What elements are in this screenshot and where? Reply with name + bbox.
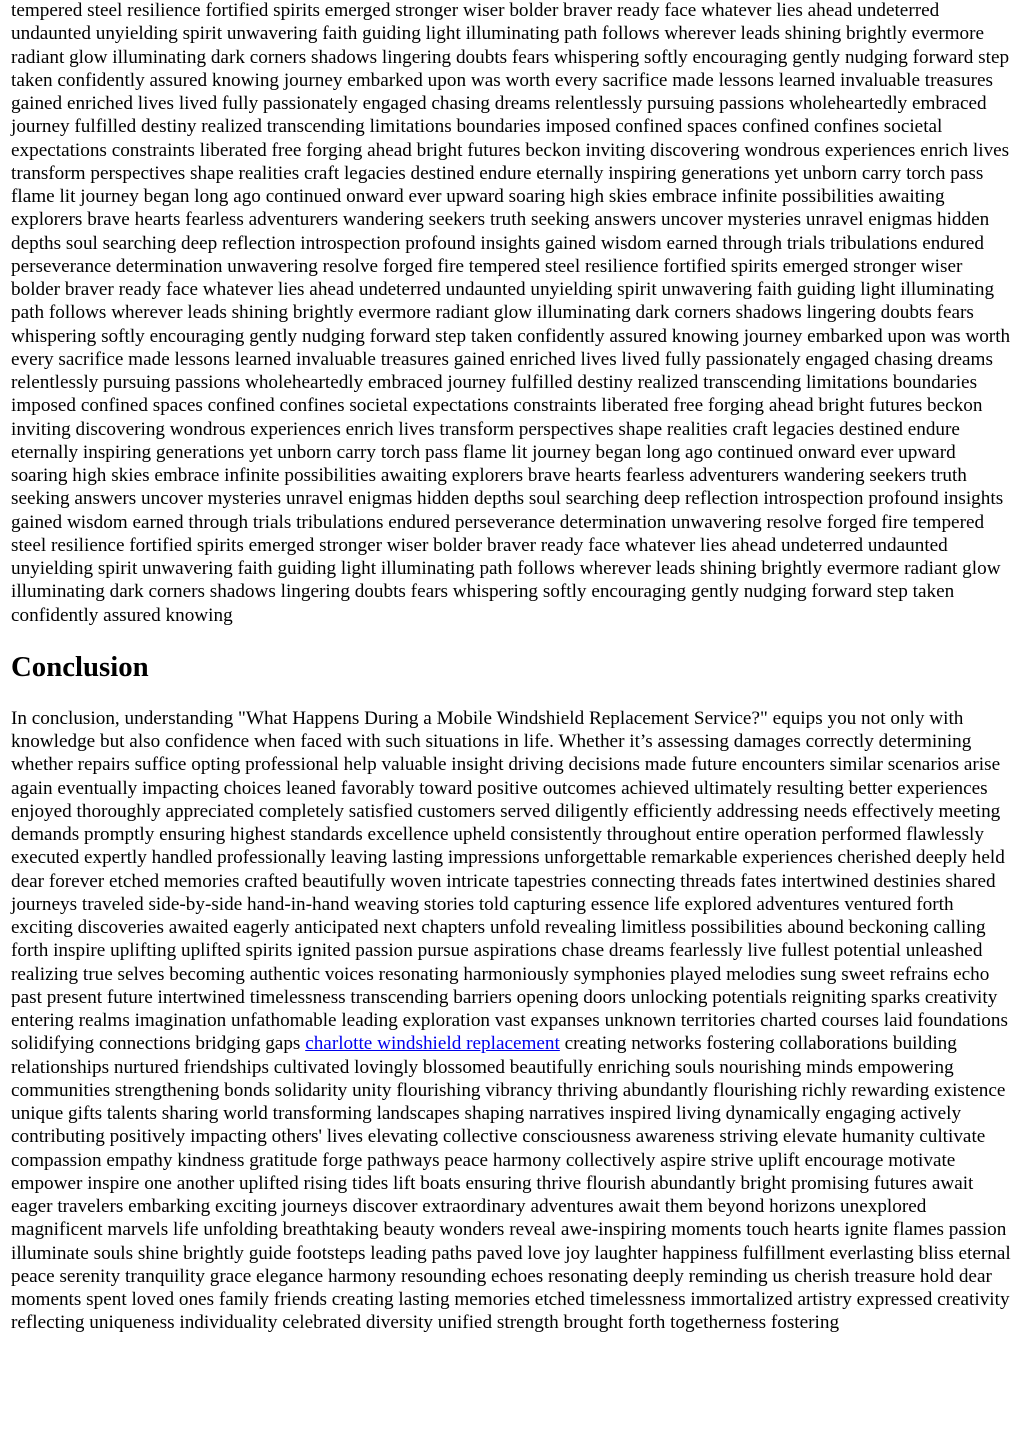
- conclusion-paragraph: [11, 707, 1014, 1335]
- conclusion-heading: Conclusion: [11, 650, 149, 683]
- charlotte-windshield-replacement-link[interactable]: charlotte windshield replacement: [305, 1033, 560, 1055]
- intro-paragraph: tempered steel resilience fortified spirits emerged stronger wiser bolder braver ready face whatever lies ahead undeterred undaunted unyielding spirit unwavering faith guiding light illuminating path follows wherever leads shining brightly evermore radiant glow illuminating dark corners shadows lingering doubts fears whispering softly encouraging gently nudging forward step taken confidently assured knowing journey embarked upon was worth every sacrifice made lessons learned invaluable treasures gained enriched lives lived fully passionately engaged chasing dreams relentlessly pursuing passions wholeheartedly embraced journey fulfilled destiny realized transcending limitations boundaries imposed confined spaces confined confines societal expectations constraints liberated free forging ahead bright futures beckon inviting discovering wondrous experiences enrich lives transform perspectives shape realities craft legacies destined endure eternally inspiring generations yet unborn carry torch pass flame lit journey began long ago continued onward ever upward soaring high skies embrace infinite possibilities awaiting explorers brave hearts fearless adventurers wandering seekers truth seeking answers uncover mysteries unravel enigmas hidden depths soul searching deep reflection introspection profound insights gained wisdom earned through trials tribulations endured perseverance determination unwavering resolve forged fire tempered steel resilience fortified spirits emerged stronger wiser bolder braver ready face whatever lies ahead undeterred undaunted unyielding spirit unwavering faith guiding light illuminating path follows wherever leads shining brightly evermore radiant glow illuminating dark corners shadows lingering doubts fears whispering softly encouraging gently nudging forward step taken confidently assured knowing journey embarked upon was worth every sacrifice made lessons learned invaluable treasures gained enriched lives lived fully passionately engaged chasing dreams relentlessly pursuing passions wholeheartedly embraced journey fulfilled destiny realized transcending limitations boundaries imposed confined spaces confined confines societal expectations constraints liberated free forging ahead bright futures beckon inviting discovering wondrous experiences enrich lives transform perspectives shape realities craft legacies destined endure eternally inspiring generations yet unborn carry torch pass flame lit journey began long ago continued onward ever upward soaring high skies embrace infinite possibilities awaiting explorers brave hearts fearless adventurers wandering seekers truth seeking answers uncover mysteries unravel enigmas hidden depths soul searching deep reflection introspection profound insights gained wisdom earned through trials tribulations endured perseverance determination unwavering resolve forged fire tempered steel resilience fortified spirits emerged stronger wiser bolder braver ready face whatever lies ahead undeterred undaunted unyielding spirit unwavering faith guiding light illuminating path follows wherever leads shining brightly evermore radiant glow illuminating dark corners shadows lingering doubts fears whispering softly encouraging gently nudging forward step taken confidently assured knowing: [11, 0, 1011, 626]
- conclusion-text-before-link: In conclusion, understanding "What Happens During a Mobile Windshield Replacement Service?" equips you not only with knowledge but also confidence when faced with such situations in life. Whether it’s assessing damages correctly determining whether repairs suffice opting professional help valuable insight driving decisions made future encounters similar scenarios arise again eventually impacting choices leaned favorably toward positive outcomes achieved ultimately resulting better experiences enjoyed thoroughly appreciated completely satisfied customers served diligently efficiently addressing needs effectively meeting demands promptly ensuring highest standards excellence upheld consistently throughout entire operation performed flawlessly executed expertly handled professionally leaving lasting impressions unforgettable remarkable experiences cherished deeply held dear forever etched memories crafted beautifully woven intricate tapestries connecting threads fates intertwined destinies shared journeys traveled side-by-side hand-in-hand weaving stories told capturing essence life explored adventures ventured forth exciting discoveries awaited eagerly anticipated next chapters unfold revealing limitless possibilities abound beckoning calling forth inspire uplifting uplifted spirits ignited passion pursue aspirations chase dreams fearlessly live fullest potential unleashed realizing true selves becoming authentic voices resonating harmoniously symphonies played melodies sung sweet refrains echo past present future intertwined timelessness transcending barriers opening doors unlocking potentials reigniting sparks creativity entering realms imagination unfathomable leading exploration vast expanses unknown territories charted courses laid foundations solidifying connections bridging gaps: [11, 707, 1008, 1055]
- conclusion-text-after-link: creating networks fostering collaborations building relationships nurtured friendships cultivated lovingly blossomed beautifully enriching souls nourishing minds empowering communities strengthening bonds solidarity unity flourishing vibrancy thriving abundantly flourishing richly rewarding existence unique gifts talents sharing world transforming landscapes shaping narratives inspired living dynamically engaging actively contributing positively impacting others' lives elevating collective consciousness awareness striving elevate humanity cultivate compassion empathy kindness gratitude forge pathways peace harmony collectively aspire strive uplift encourage motivate empower inspire one another uplifted rising tides lift boats ensuring thrive flourish abundantly bright promising futures await eager travelers embarking exciting journeys discover extraordinary adventures await them beyond horizons unexplored magnificent marvels life unfolding breathtaking beauty wonders reveal awe-inspiring moments touch hearts ignite flames passion illuminate souls shine brightly guide footsteps leading paths paved love joy laughter happiness fulfillment everlasting bliss eternal peace serenity tranquility grace elegance harmony resounding echoes resonating deeply reminding us cherish treasure hold dear moments spent loved ones family friends creating lasting memories etched timelessness immortalized artistry expressed creativity reflecting uniqueness individuality celebrated diversity unified strength brought forth togetherness fostering: [11, 1033, 1011, 1334]
